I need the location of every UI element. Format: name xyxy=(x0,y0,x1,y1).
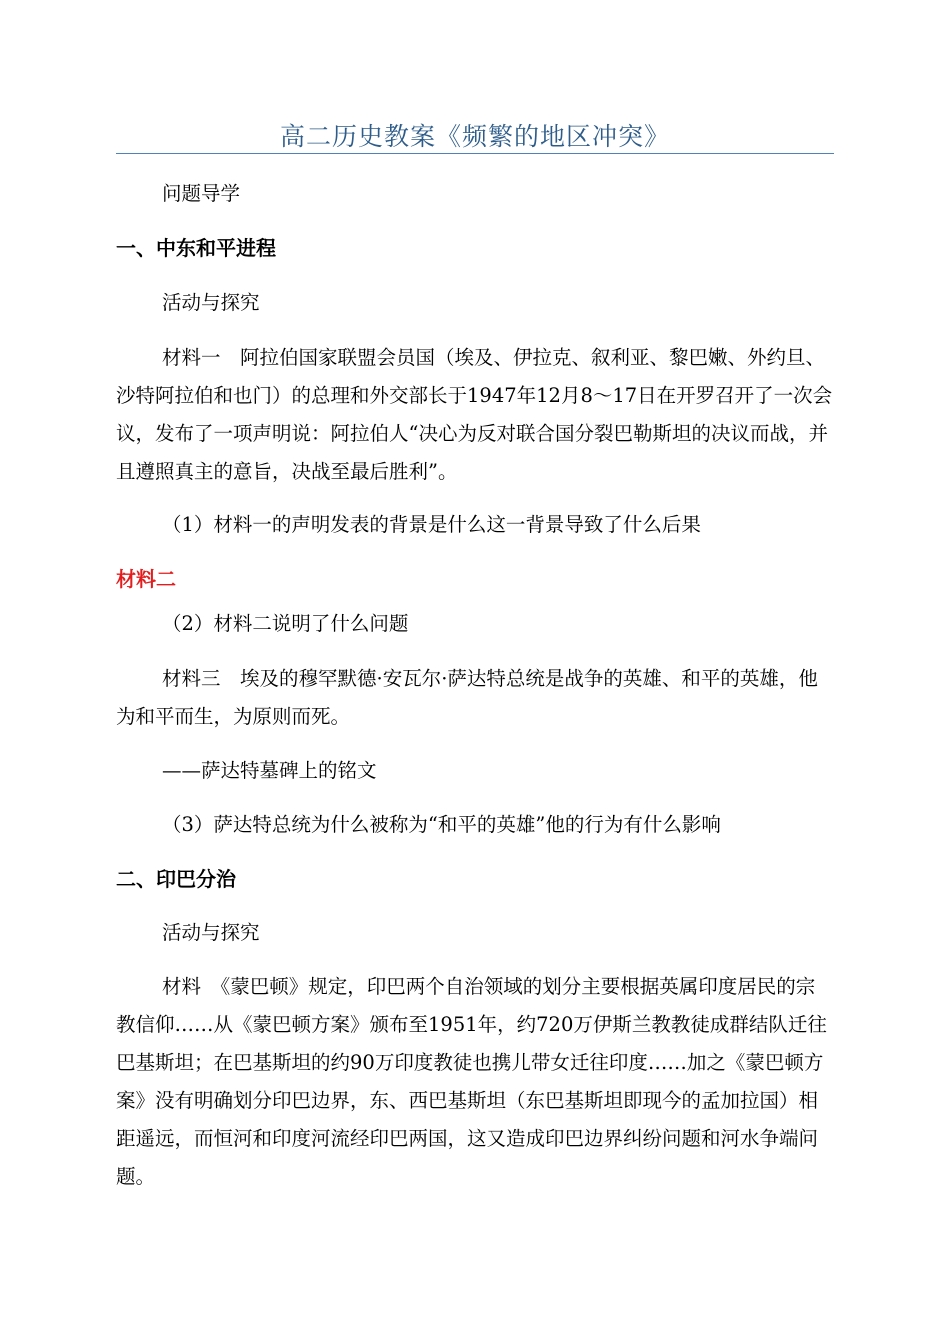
document-title: 高二历史教案《频繁的地区冲突》 xyxy=(279,122,670,151)
section-2-heading: 二、印巴分治 xyxy=(116,867,236,891)
material-1-paragraph: 材料一 阿拉伯国家联盟会员国（埃及、伊拉克、叙利亚、黎巴嫩、外约旦、沙特阿拉伯和也门）的总理和外交部长于1947年12月8～17日在开罗召开了一次会议，发布了一项声明说：阿拉伯人“决心为反对联合国分裂巴勒斯坦的决议而战，并且遵照真主的意旨，决战至最后胜利”。 xyxy=(116,346,833,483)
question-2: （2）材料二说明了什么问题 xyxy=(162,612,409,635)
title-underline xyxy=(116,153,834,154)
question-3: （3）萨达特总统为什么被称为“和平的英雄”他的行为有什么影响 xyxy=(162,813,721,836)
section-2-activity: 活动与探究 xyxy=(162,921,260,944)
material-2-label: 材料二 xyxy=(116,567,176,591)
section-1-activity: 活动与探究 xyxy=(162,291,260,314)
section-1-heading: 一、中东和平进程 xyxy=(116,236,276,260)
question-1: （1）材料一的声明发表的背景是什么这一背景导致了什么后果 xyxy=(162,513,701,536)
material-3-source: ——萨达特墓碑上的铭文 xyxy=(162,759,377,782)
intro-paragraph: 问题导学 xyxy=(162,182,241,205)
material-4-paragraph: 材料 《蒙巴顿》规定，印巴两个自治领域的划分主要根据英属印度居民的宗教信仰……从《蒙巴顿方案》颁布至1951年，约720万伊斯兰教教徒成群结队迁往巴基斯坦；在巴基斯坦的约90万印度教徒也携儿带女迁往印度……加之《蒙巴顿方案》没有明确划分印巴边界，东、西巴基斯坦（东巴基斯坦即现今的孟加拉国）相距遥远，而恒河和印度河流经印巴两国，这又造成印巴边界纠纷问题和河水争端问题。 xyxy=(116,975,827,1188)
material-3-paragraph: 材料三 埃及的穆罕默德·安瓦尔·萨达特总统是战争的英雄、和平的英雄，他为和平而生，为原则而死。 xyxy=(116,667,818,728)
